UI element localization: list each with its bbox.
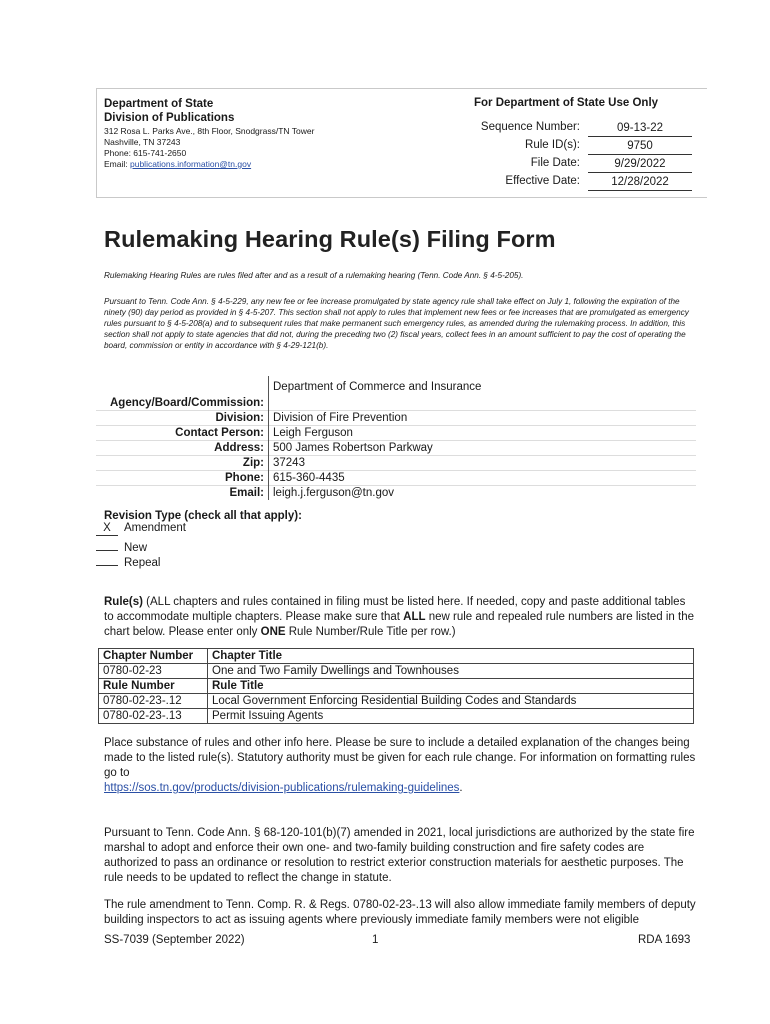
dept-name: Department of State xyxy=(104,98,214,110)
meta-effective-date-row xyxy=(470,175,700,192)
footer-form-id: SS-7039 (September 2022) xyxy=(104,934,245,946)
rules-cell: 0780-02-23 xyxy=(99,664,208,679)
rules-table-header-row xyxy=(99,679,694,694)
rules-intro-all: ALL xyxy=(403,611,426,623)
meta-value: 09-13-22 xyxy=(588,121,692,137)
dept-email-label: Email: xyxy=(104,159,128,169)
body-paragraph-2: The rule amendment to Tenn. Comp. R. & Regs. 0780-02-23-.13 will also allow immediate family members of deputy building inspectors to act as issuing agents where previously immediate family members were not eligible xyxy=(104,899,696,926)
revision-mark xyxy=(96,552,118,566)
rules-table-row xyxy=(99,709,694,724)
rules-intro-text: Rule Number/Rule Title per row.) xyxy=(285,626,456,638)
body-paragraph-1: Pursuant to Tenn. Code Ann. § 68-120-101(b)(7) amended in 2021, local jurisdictions are authorized by the state fire marshal to adopt and enforce their own one- and two-family building construction and fire safety codes are authorized to pass an ordinance or resolution to restrict exterior construction materials for aesthetic purposes. The rule needs to be updated to reflect the change in statute. xyxy=(104,827,695,884)
revision-label: Amendment xyxy=(124,522,187,534)
rules-intro-text: (ALL chapters and rules contained in filing must be listed here. If needed, copy and paste additional tables to accommodate multiple chapters. Please make sure that xyxy=(104,596,686,623)
revision-option-amendment[interactable] xyxy=(96,522,186,536)
revision-label: New xyxy=(124,542,148,554)
substance-paragraph xyxy=(104,736,696,796)
meta-label: File Date: xyxy=(530,157,580,169)
agency-row xyxy=(96,441,696,456)
agency-label: Division: xyxy=(96,411,269,426)
agency-value: 500 James Robertson Parkway xyxy=(269,441,697,456)
revision-heading: Revision Type (check all that apply): xyxy=(104,510,302,522)
rules-intro xyxy=(104,595,696,640)
revision-option-new[interactable] xyxy=(96,537,148,554)
rules-intro-bold: Rule(s) xyxy=(104,596,143,608)
meta-label: Rule ID(s): xyxy=(525,139,580,151)
meta-value: 9/29/2022 xyxy=(588,157,692,173)
agency-row xyxy=(96,411,696,426)
agency-value: Leigh Ferguson xyxy=(269,426,697,441)
dept-address: 312 Rosa L. Parks Ave., 8th Floor, Snodgrass/TN Tower xyxy=(104,126,315,136)
rules-cell: Permit Issuing Agents xyxy=(208,709,694,724)
agency-label: Phone: xyxy=(96,471,269,486)
agency-value: Division of Fire Prevention xyxy=(269,411,697,426)
revision-mark xyxy=(96,537,118,551)
rules-cell: 0780-02-23-.12 xyxy=(99,694,208,709)
agency-label: Email: xyxy=(96,486,269,501)
division-name: Division of Publications xyxy=(104,112,235,124)
meta-label: Sequence Number: xyxy=(480,121,580,133)
rules-cell: One and Two Family Dwellings and Townhouses xyxy=(208,664,694,679)
agency-value: 37243 xyxy=(269,456,697,471)
meta-sequence-row xyxy=(470,121,700,138)
revision-option-repeal[interactable] xyxy=(96,552,161,569)
dept-city: Nashville, TN 37243 xyxy=(104,137,181,147)
agency-value: 615-360-4435 xyxy=(269,471,697,486)
agency-row xyxy=(96,456,696,471)
substance-text: Place substance of rules and other info here. Please be sure to include a detailed explanation of the changes being made to the listed rule(s). Statutory authority must be given for each rule change. For information on formatting rules go to xyxy=(104,737,696,779)
rules-intro-text: new rule and repealed rule numbers are listed in the chart below. Please enter only xyxy=(104,611,695,638)
agency-value: Department of Commerce and Insurance xyxy=(273,381,482,393)
agency-row xyxy=(96,376,696,411)
link-suffix: . xyxy=(459,782,463,794)
agency-label: Contact Person: xyxy=(96,426,269,441)
agency-row xyxy=(96,426,696,441)
agency-label: Zip: xyxy=(96,456,269,471)
dept-phone: Phone: 615-741-2650 xyxy=(104,148,187,158)
agency-value: leigh.j.ferguson@tn.gov xyxy=(269,486,697,501)
subtitle-note: Rulemaking Hearing Rules are rules filed after and as a result of a rulemaking hearing (Tenn. Code Ann. § 4-5-205). xyxy=(104,271,524,280)
footer-page-number: 1 xyxy=(372,934,379,946)
revision-mark: X xyxy=(96,522,118,536)
agency-row xyxy=(96,471,696,486)
meta-label: Effective Date: xyxy=(505,175,580,187)
rules-table-row xyxy=(99,664,694,679)
dept-email-link[interactable]: publications.information@tn.gov xyxy=(130,159,252,169)
agency-label: Address: xyxy=(96,441,269,456)
meta-value: 9750 xyxy=(588,139,692,155)
rules-intro-one: ONE xyxy=(260,626,286,638)
footer-rda: RDA 1693 xyxy=(638,934,691,946)
agency-table xyxy=(96,376,696,500)
rules-table-header-row xyxy=(99,649,694,664)
meta-value: 12/28/2022 xyxy=(588,175,692,191)
dept-header xyxy=(104,97,234,125)
form-title: Rulemaking Hearing Rule(s) Filing Form xyxy=(104,226,556,252)
rules-table xyxy=(98,648,694,724)
rules-cell: 0780-02-23-.13 xyxy=(99,709,208,724)
rules-table-row xyxy=(99,694,694,709)
rules-cell: Rule Title xyxy=(208,679,694,694)
fee-note: Pursuant to Tenn. Code Ann. § 4-5-229, any new fee or fee increase promulgated by state agency rule shall take effect on July 1, following the expiration of the ninety (90) day period as provided in § 4-5-207. This section shall not apply to rules that implement new fees or fee increases that are promulgated as emergency rules pursuant to § 4-5-208(a) and to subsequent rules that make permanent such emergency rules, as amended during the rulemaking process. In addition, this section shall not apply to state agencies that did not, during the preceding two (2) fiscal years, collect fees in an amount sufficient to pay the cost of operating the board, commission or entity in accordance with § 4-29-121(b). xyxy=(104,297,689,350)
meta-file-date-row xyxy=(470,157,700,174)
meta-rule-id-row xyxy=(470,139,700,156)
rules-cell: Local Government Enforcing Residential Building Codes and Standards xyxy=(208,694,694,709)
use-only-title: For Department of State Use Only xyxy=(474,97,659,109)
revision-label: Repeal xyxy=(124,557,161,569)
rules-cell: Chapter Number xyxy=(99,649,208,664)
guidelines-link[interactable]: https://sos.tn.gov/products/division-publications/rulemaking-guidelines xyxy=(104,782,460,794)
rules-cell: Rule Number xyxy=(99,679,208,694)
dept-email-line xyxy=(104,159,251,170)
agency-label: Agency/Board/Commission: xyxy=(96,376,269,411)
agency-row xyxy=(96,486,696,501)
rules-cell: Chapter Title xyxy=(208,649,694,664)
